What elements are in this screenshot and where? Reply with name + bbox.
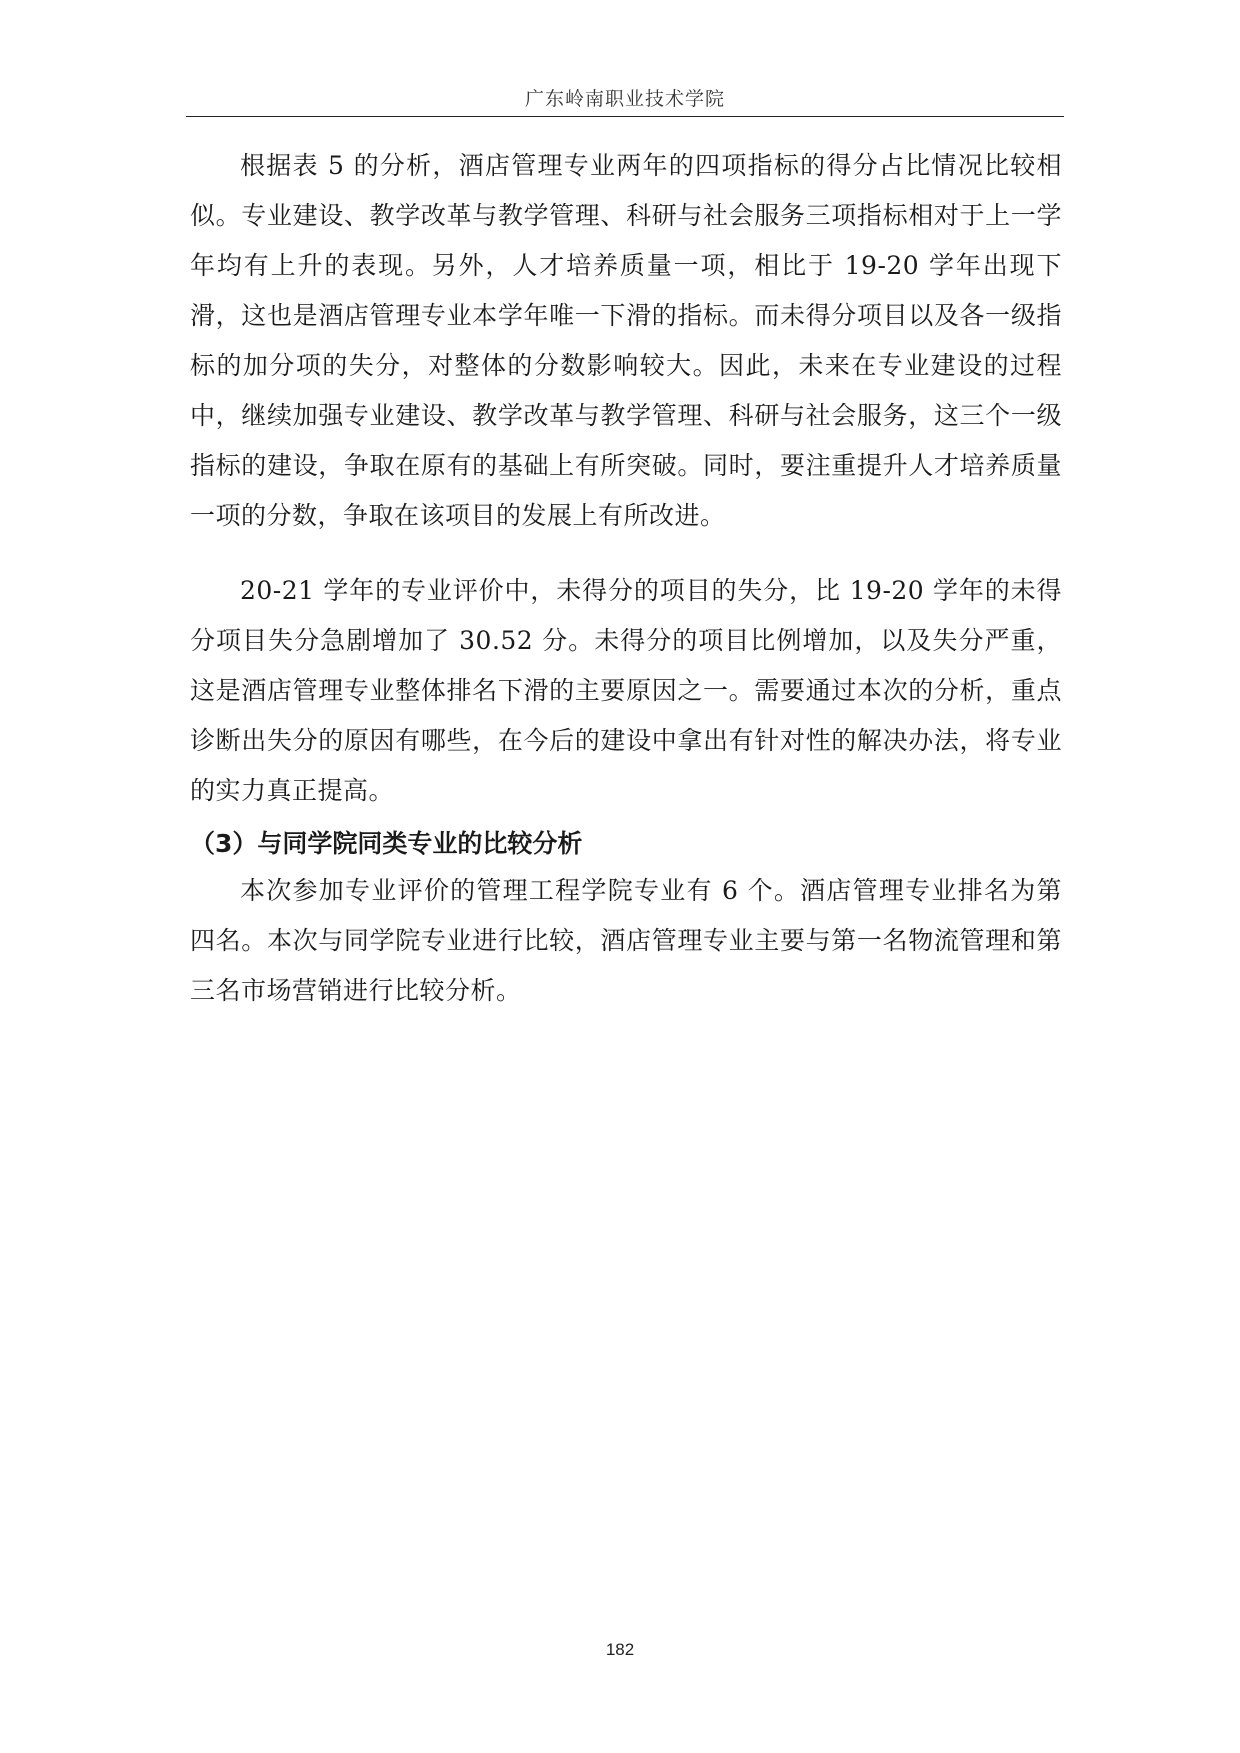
paragraph-comparison-intro: 本次参加专业评价的管理工程学院专业有 6 个。酒店管理专业排名为第四名。本次与同学院专业进行比较，酒店管理专业主要与第一名物流管理和第三名市场营销进行比较分析。 [190, 876, 1062, 1005]
section-heading-comparison: （3）与同学院同类专业的比较分析 [190, 829, 583, 858]
page-number: 182 [605, 1640, 635, 1659]
paragraph-score-analysis: 根据表 5 的分析，酒店管理专业两年的四项指标的得分占比情况比较相似。专业建设、教学改革与教学管理、科研与社会服务三项指标相对于上一学年均有上升的表现。另外，人才培养质量一项，相比于 19-20 学年出现下滑，这也是酒店管理专业本学年唯一下滑的指标。而未得分项目以及各一级指标的加分项的失分，对整体的分数影响较大。因此，未来在专业建设的过程中，继续加强专业建设、教学改革与教学管理、科研与社会服务，这三个一级指标的建设，争取在原有的基础上有所突破。同时，要注重提升人才培养质量一项的分数，争取在该项目的发展上有所改进。 [190, 151, 1062, 530]
page-header-title: 广东岭南职业技术学院 [524, 88, 725, 110]
header-divider [186, 116, 1064, 117]
paragraph-lost-points: 20-21 学年的专业评价中，未得分的项目的失分，比 19-20 学年的未得分项目失分急剧增加了 30.52 分。未得分的项目比例增加，以及失分严重，这是酒店管理专业整体排名下滑的主要原因之一。需要通过本次的分析，重点诊断出失分的原因有哪些，在今后的建设中拿出有针对性的解决办法，将专业的实力真正提高。 [190, 576, 1062, 805]
